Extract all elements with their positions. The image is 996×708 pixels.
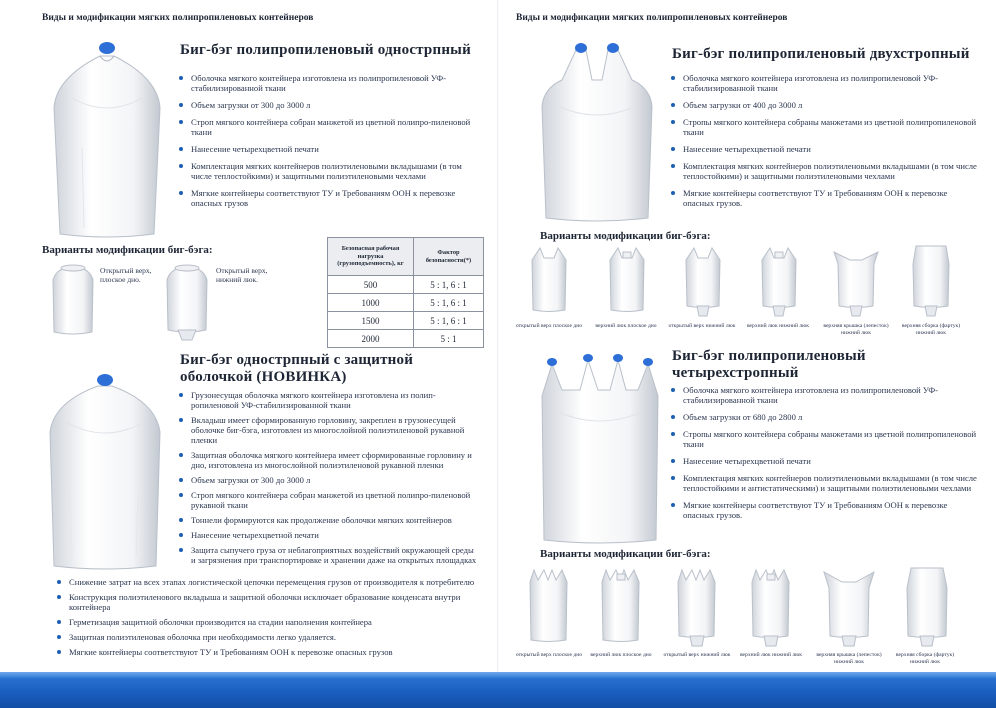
feature-item: Мягкие контейнеры соответствуют ТУ и Требованиям ООН к перевозке опасных грузов.: [670, 500, 980, 520]
table-cell: 5 : 1, 6 : 1: [414, 312, 484, 330]
feature-item: Оболочка мягкого контейнера изготовлена из полипропиленовой УФ-стабилизированной ткани: [670, 385, 980, 405]
feature-item: Герметизация защитной оболочки производится на стадии наполнения контейнера: [56, 617, 476, 627]
cap-icon: [97, 374, 113, 386]
feature-item: Объем загрузки от 680 до 2800 л: [670, 412, 980, 422]
variant-caption: верхняя сборка (фартук) нижний люк: [895, 652, 955, 665]
cap-icon: [547, 358, 557, 366]
right-page: [498, 0, 996, 708]
table-row: [328, 330, 484, 348]
variant-caption: верхний люк плоское дно: [595, 323, 657, 329]
variant-caption: верхняя сборка (фартук) нижний люк: [901, 323, 961, 336]
variant-caption: открытый верх плоское дно: [515, 652, 583, 658]
double-features: [670, 73, 980, 215]
variant-bag-image: [598, 566, 644, 646]
feature-item: Строп мягкого контейнера собран манжетой из цветной полипро-пиленовой рукавной ткани: [178, 490, 480, 510]
variant-caption: открытый верх нижний люк: [668, 323, 736, 329]
variant-caption: открытый верх плоское дно: [515, 323, 583, 329]
variant-caption: открытый верх нижний люк: [663, 652, 731, 658]
feature-item: Строп мягкого контейнера собран манжетой из цветной полипро-пиленовой ткани: [178, 117, 478, 137]
feature-item: Комплектация мягких контейнеров полиэтиленовыми вкладышами (в том числе теплостойкими и антистатическими) и защитными полиэтиленовыми чехлами: [670, 473, 980, 493]
table-cell: 5 : 1, 6 : 1: [414, 276, 484, 294]
feature-item: Комплектация мягких контейнеров полиэтиленовыми вкладышами (в том числе теплостойкими) и защитными полиэтиленовыми чехлами: [670, 161, 980, 181]
feature-item: Оболочка мягкого контейнера изготовлена из полипропиленовой УФ-стабилизированной ткани: [178, 73, 478, 93]
single-title: Биг-бэг полипропиленовый однострпный: [180, 42, 471, 58]
feature-item: Мягкие контейнеры соответствуют ТУ и Требованиям ООН к перевозке опасных грузов: [56, 647, 476, 657]
variant-bag-image: [902, 564, 952, 650]
variant-bag-image: [528, 244, 570, 316]
feature-item: Объем загрузки от 300 до 3000 л: [178, 100, 478, 110]
variant-bag-image: [682, 244, 724, 320]
variant-bag-image: [758, 244, 800, 320]
feature-item: Объем загрузки от 400 до 3000 л: [670, 100, 980, 110]
variant-open-top-bottom-spout-image: [162, 262, 212, 344]
variant-caption: верхняя крышка (лепесток) нижний люк: [816, 652, 882, 665]
feature-item: Стропы мягкого контейнера собраны манжетами из цветной полипропиленовой ткани: [670, 117, 980, 137]
feature-item: Нанесение четырехцветной печати: [670, 456, 980, 466]
cap-icon: [643, 358, 653, 366]
variant-bag-image: [674, 566, 720, 650]
cap-icon: [583, 354, 593, 362]
four-loop-bag-image: [532, 350, 668, 548]
feature-item: Защита сыпучего груза от неблагоприятных воздействий окружающей среды и загрязнения при транспортировке и хранении даже на открытых площадках: [178, 545, 480, 565]
table-cell: 1000: [328, 294, 414, 312]
page-header: Виды и модификации мягких полипропиленовых контейнеров: [42, 13, 314, 23]
table-cell: 5 : 1: [414, 330, 484, 348]
cap-icon: [575, 43, 587, 53]
feature-item: Объем загрузки от 300 до 3000 л: [178, 475, 480, 485]
variant-caption: Открытый верх, плоское дно.: [100, 266, 152, 284]
table-cell: 500: [328, 276, 414, 294]
feature-item: Тоннели формируются как продолжение оболочки мягких контейнеров: [178, 515, 480, 525]
variant-caption: верхняя крышка (лепесток) нижний люк: [823, 323, 889, 336]
table-cell: 5 : 1, 6 : 1: [414, 294, 484, 312]
table-header: Фактор безопасности(*): [414, 238, 484, 276]
feature-item: Нанесение четырехцветной печати: [670, 144, 980, 154]
variant-bag-image: [748, 566, 794, 650]
table-row: [328, 312, 484, 330]
feature-item: Снижение затрат на всех этапах логистической цепочки перемещения грузов от производителя к потребителю: [56, 577, 476, 587]
variant-caption: верхний люк нижний люк: [739, 652, 803, 658]
feature-item: Нанесение четырехцветной печати: [178, 530, 480, 540]
feature-item: Мягкие контейнеры соответствуют ТУ и Требованиям ООН к перевозке опасных грузов: [178, 188, 478, 208]
feature-item: Мягкие контейнеры соответствуют ТУ и Требованиям ООН к перевозке опасных грузов.: [670, 188, 980, 208]
two-loop-bag-image: [532, 36, 662, 224]
load-table: [327, 237, 484, 348]
quad-title-line1: Биг-бэг полипропиленовый: [672, 348, 866, 364]
feature-item: Защитная полиэтиленовая оболочка при необходимости легко удаляется.: [56, 632, 476, 642]
feature-item: Стропы мягкого контейнера собраны манжетами из цветной полипропиленовой ткани: [670, 429, 980, 449]
variant-caption: верхний люк нижний люк: [746, 323, 810, 329]
protective-bottom-features: [56, 577, 476, 662]
single-variants-title: Варианты модификации биг-бэга:: [42, 244, 213, 256]
variant-bag-image: [606, 244, 648, 316]
cap-icon: [607, 43, 619, 53]
variant-bag-image: [526, 566, 572, 646]
protective-title-line1: Биг-бэг однострпный с защитной: [180, 352, 414, 368]
cap-icon: [99, 42, 115, 54]
quad-features: [670, 385, 980, 527]
variant-open-top-flat-bottom-image: [48, 262, 98, 342]
feature-item: Оболочка мягкого контейнера изготовлена из полипропиленовой УФ-стабилизированной ткани: [670, 73, 980, 93]
page-header: Виды и модификации мягких полипропиленовых контейнеров: [516, 13, 788, 23]
double-title: Биг-бэг полипропиленовый двухстропный: [672, 46, 970, 62]
feature-item: Комплектация мягких контейнеров полиэтиленовыми вкладышами (в том числе теплостойкими) и защитными полиэтиленовыми чехлами: [178, 161, 478, 181]
protective-bag-image: [40, 372, 170, 572]
table-header: Безопасная рабочая нагрузка (грузоподъемность), кг: [328, 238, 414, 276]
quad-title-line2: четырехстропный: [672, 365, 799, 381]
feature-item: Защитная оболочка мягкого контейнера имеет сформированные горловину и дно, изготовлена из многослойной полиэтиленовой рукавной пленки: [178, 450, 480, 470]
variant-bag-image: [832, 244, 880, 320]
protective-features: [178, 390, 480, 570]
feature-item: Вкладыш имеет сформированную горловину, закреплен в грузонесущей оболочке биг-бэга, изготовлен из многослойной полиэтиленовой рукавной пленки: [178, 415, 480, 445]
variant-caption: верхний люк плоское дно: [590, 652, 652, 658]
variant-bag-image: [908, 242, 954, 320]
quad-variants-title: Варианты модификации биг-бэга:: [540, 548, 711, 560]
feature-item: Нанесение четырехцветной печати: [178, 144, 478, 154]
table-row: [328, 294, 484, 312]
single-features: [178, 73, 478, 215]
table-cell: 1500: [328, 312, 414, 330]
table-row: [328, 276, 484, 294]
single-loop-bag-image: [42, 38, 172, 238]
feature-item: Грузонесущая оболочка мягкого контейнера изготовлена из полип-ропиленовой УФ-стабилизированной ткани: [178, 390, 480, 410]
variant-caption: Открытый верх, нижний люк.: [216, 266, 268, 284]
cap-icon: [613, 354, 623, 362]
table-cell: 2000: [328, 330, 414, 348]
footer-band: [0, 672, 996, 708]
variant-bag-image: [822, 566, 876, 650]
feature-item: Конструкция полиэтиленового вкладыша и защитной оболочки исключает образование конденсата внутри контейнера: [56, 592, 476, 612]
protective-title-line2: оболочкой (НОВИНКА): [180, 369, 347, 385]
double-variants-title: Варианты модификации биг-бэга:: [540, 230, 711, 242]
